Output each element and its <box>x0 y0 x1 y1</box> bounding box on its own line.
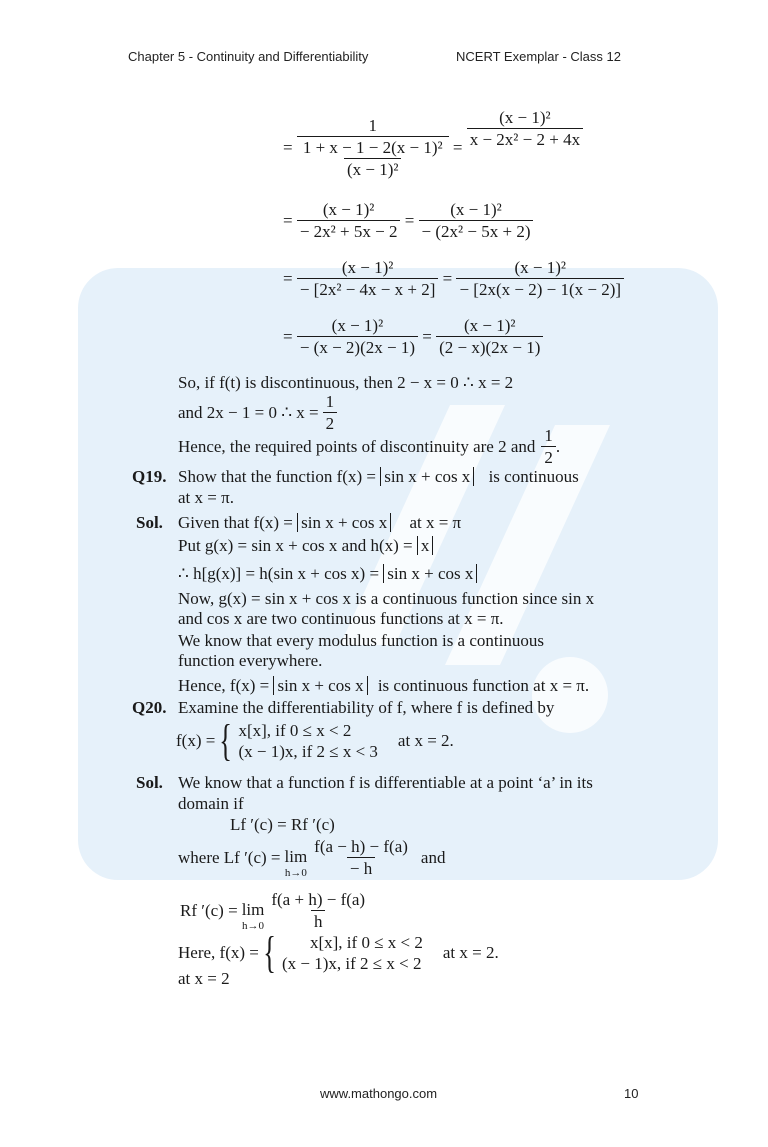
here-case-1: x[x], if 0 ≤ x < 2 <box>309 933 423 952</box>
here-at: at x = 2. <box>442 943 499 962</box>
sol1-therefore-abs: sin x + cos x <box>383 564 477 583</box>
lf-lim: lim <box>284 847 308 866</box>
sol1-given-text: Given that f(x) = <box>178 513 293 532</box>
eq2-denominator: − 2x² + 5x − 2 <box>297 220 401 242</box>
lf-numerator: f(a − h) − f(a) <box>314 837 408 856</box>
rf-numerator: f(a + h) − f(a) <box>271 890 366 909</box>
lf-denominator: − h <box>347 857 375 879</box>
sol2-line-1: We know that a function f is differentiable at a point ‘a’ in its <box>178 773 593 792</box>
sol1-therefore <box>178 564 477 584</box>
sol1-therefore-text: ∴ h[g(x)] = h(sin x + cos x) = <box>178 564 380 583</box>
where-lf-text: where Lf ′(c) = <box>178 848 281 867</box>
sol1-label: Sol. <box>136 513 163 532</box>
q20-case-2: (x − 1)x, if 2 ≤ x < 3 <box>238 742 378 761</box>
sol1-given-abs: sin x + cos x <box>297 513 391 532</box>
eq4-right-numerator: (x − 1)² <box>464 316 516 335</box>
q20-label: Q20. <box>132 698 167 717</box>
discontinuity-line: So, if f(t) is discontinuous, then 2 − x = 0 ∴ x = 2 <box>178 373 514 392</box>
and-word: and <box>420 848 446 867</box>
eq3-numerator: (x − 1)² <box>341 258 394 277</box>
half-denominator: 2 <box>323 412 338 434</box>
rf-lim-sub: h→0 <box>242 920 265 932</box>
eq4-denominator: − (x − 2)(2x − 1) <box>297 336 418 358</box>
equation-line-3: = $\frac{\text{(x − 1)²}}{\text{− [2x² − 4x − x + 2]}}$ = $\frac{\text{(x − 1)²}}{- [2x(x - 2) - 1(x - 2)]}$ <box>283 258 624 300</box>
hence-half-denominator: 2 <box>541 446 556 468</box>
sol1-we-know-2: function everywhere. <box>178 651 323 670</box>
q20-fx: f(x) = <box>176 731 216 750</box>
eq4-numerator: (x − 1)² <box>331 316 384 335</box>
here-case-2: (x − 1)x, if 2 ≤ x < 2 <box>281 954 422 973</box>
sol1-hence-abs: sin x + cos x <box>273 676 367 695</box>
sol1-we-know-1: We know that every modulus function is a continuous <box>178 631 544 650</box>
q20-at: at x = 2. <box>397 731 454 750</box>
q19-text-a: Show that the function f(x) = <box>178 467 376 486</box>
eq1-right-numerator: (x − 1)² <box>499 108 551 127</box>
q19-statement <box>178 467 579 487</box>
q19-label: Q19. <box>132 467 167 486</box>
lf-lim-sub: h→0 <box>284 867 307 879</box>
eq2-right-denominator: − (2x² − 5x + 2) <box>419 220 534 242</box>
rf-lim: lim <box>241 900 265 919</box>
eq2-right-numerator: (x − 1)² <box>450 200 502 219</box>
q20-case-1: x[x], if 0 ≤ x < 2 <box>238 721 352 740</box>
here-fx: Here, f(x) = <box>178 943 259 962</box>
eq4-right-denominator: (2 − x)(2x − 1) <box>436 336 543 358</box>
eq1-inner-denominator: (x − 1)² <box>344 158 402 180</box>
hence-points-line: Hence, the required points of discontinuity are 2 and $\frac{1}{2}$ . <box>178 426 561 467</box>
sol1-now-1: Now, g(x) = sin x + cos x is a continuous function since sin x <box>178 589 595 608</box>
footer-website[interactable]: www.mathongo.com <box>320 1086 438 1101</box>
sol1-given-at: at x = π <box>409 513 462 532</box>
eq1-numerator: 1 <box>368 116 377 135</box>
lf-equals-rf: Lf ′(c) = Rf ′(c) <box>230 815 335 834</box>
header-chapter: Chapter 5 - Continuity and Differentiability <box>128 49 369 64</box>
sol1-hence <box>178 676 589 696</box>
eq3-denominator: − [2x² − 4x − x + 2] <box>297 278 439 300</box>
eq3-right-numerator: (x − 1)² <box>514 258 567 277</box>
q20-definition <box>176 716 454 765</box>
hence-points-text: Hence, the required points of discontinuity are 2 and <box>178 437 536 456</box>
rf-denominator: h <box>311 910 326 932</box>
and-2x-text: and 2x − 1 = 0 ∴ x = <box>178 403 319 422</box>
where-lf-line <box>178 835 445 881</box>
sol2-line-2: domain if <box>178 794 244 813</box>
q20-statement: Examine the differentiability of f, where f is defined by <box>178 698 555 717</box>
sol2-label: Sol. <box>136 773 163 792</box>
rf-lhs: Rf ′(c) = <box>180 901 238 920</box>
header-book: NCERT Exemplar - Class 12 <box>456 49 621 64</box>
at-x-2: at x = 2 <box>178 969 230 988</box>
sol1-put <box>178 536 433 556</box>
eq3-right-denominator: − [2x(x − 2) − 1(x − 2)] <box>456 278 624 300</box>
footer-page-number: 10 <box>624 1086 639 1101</box>
sol1-now-2: and cos x are two continuous functions at x = π. <box>178 609 504 628</box>
equation-line-1: = $\frac{1}{\frac{\text{1 + x − 1 − 2(x − 1)²}}{\text{(x − 1)²}}}$ = $\frac{\text{(x − 1)²}}{\text{x − 2x² − 2 + 4x}}$ <box>283 116 583 180</box>
q19-text-b: is continuous <box>488 467 579 486</box>
sol1-hence-text: Hence, f(x) = <box>178 676 270 695</box>
equation-line-4: = $\frac{\text{(x − 1)²}}{- (x - 2)(2x - 1)}$ = $\frac{\text{(x − 1)²}}{(2 - x)(2x - 1)}$ <box>283 316 543 358</box>
sol1-put-text: Put g(x) = sin x + cos x and h(x) = <box>178 536 413 555</box>
half-numerator: 1 <box>325 392 335 411</box>
sol1-hence-tail: is continuous function at x = π. <box>377 676 590 695</box>
q20-brace-icon: { <box>219 716 233 765</box>
eq1-right-denominator: x − 2x² − 2 + 4x <box>467 128 583 150</box>
q19-abs: sin x + cos x <box>380 467 474 486</box>
eq1-inner-numerator: 1 + x − 1 − 2(x − 1)² <box>302 138 443 157</box>
sol1-given <box>178 513 461 533</box>
eq2-numerator: (x − 1)² <box>322 200 375 219</box>
hence-half-numerator: 1 <box>544 426 553 445</box>
q19-at: at x = π. <box>178 488 234 507</box>
sol1-hx-abs: x <box>417 536 434 555</box>
equation-line-2: = $\frac{\text{(x − 1)²}}{\text{− 2x² + 5x − 2}}$ = $\frac{\text{(x − 1)²}}{\text{− (2x² − 5x + 2)}}$ <box>283 200 533 242</box>
here-brace-icon: { <box>263 928 276 977</box>
